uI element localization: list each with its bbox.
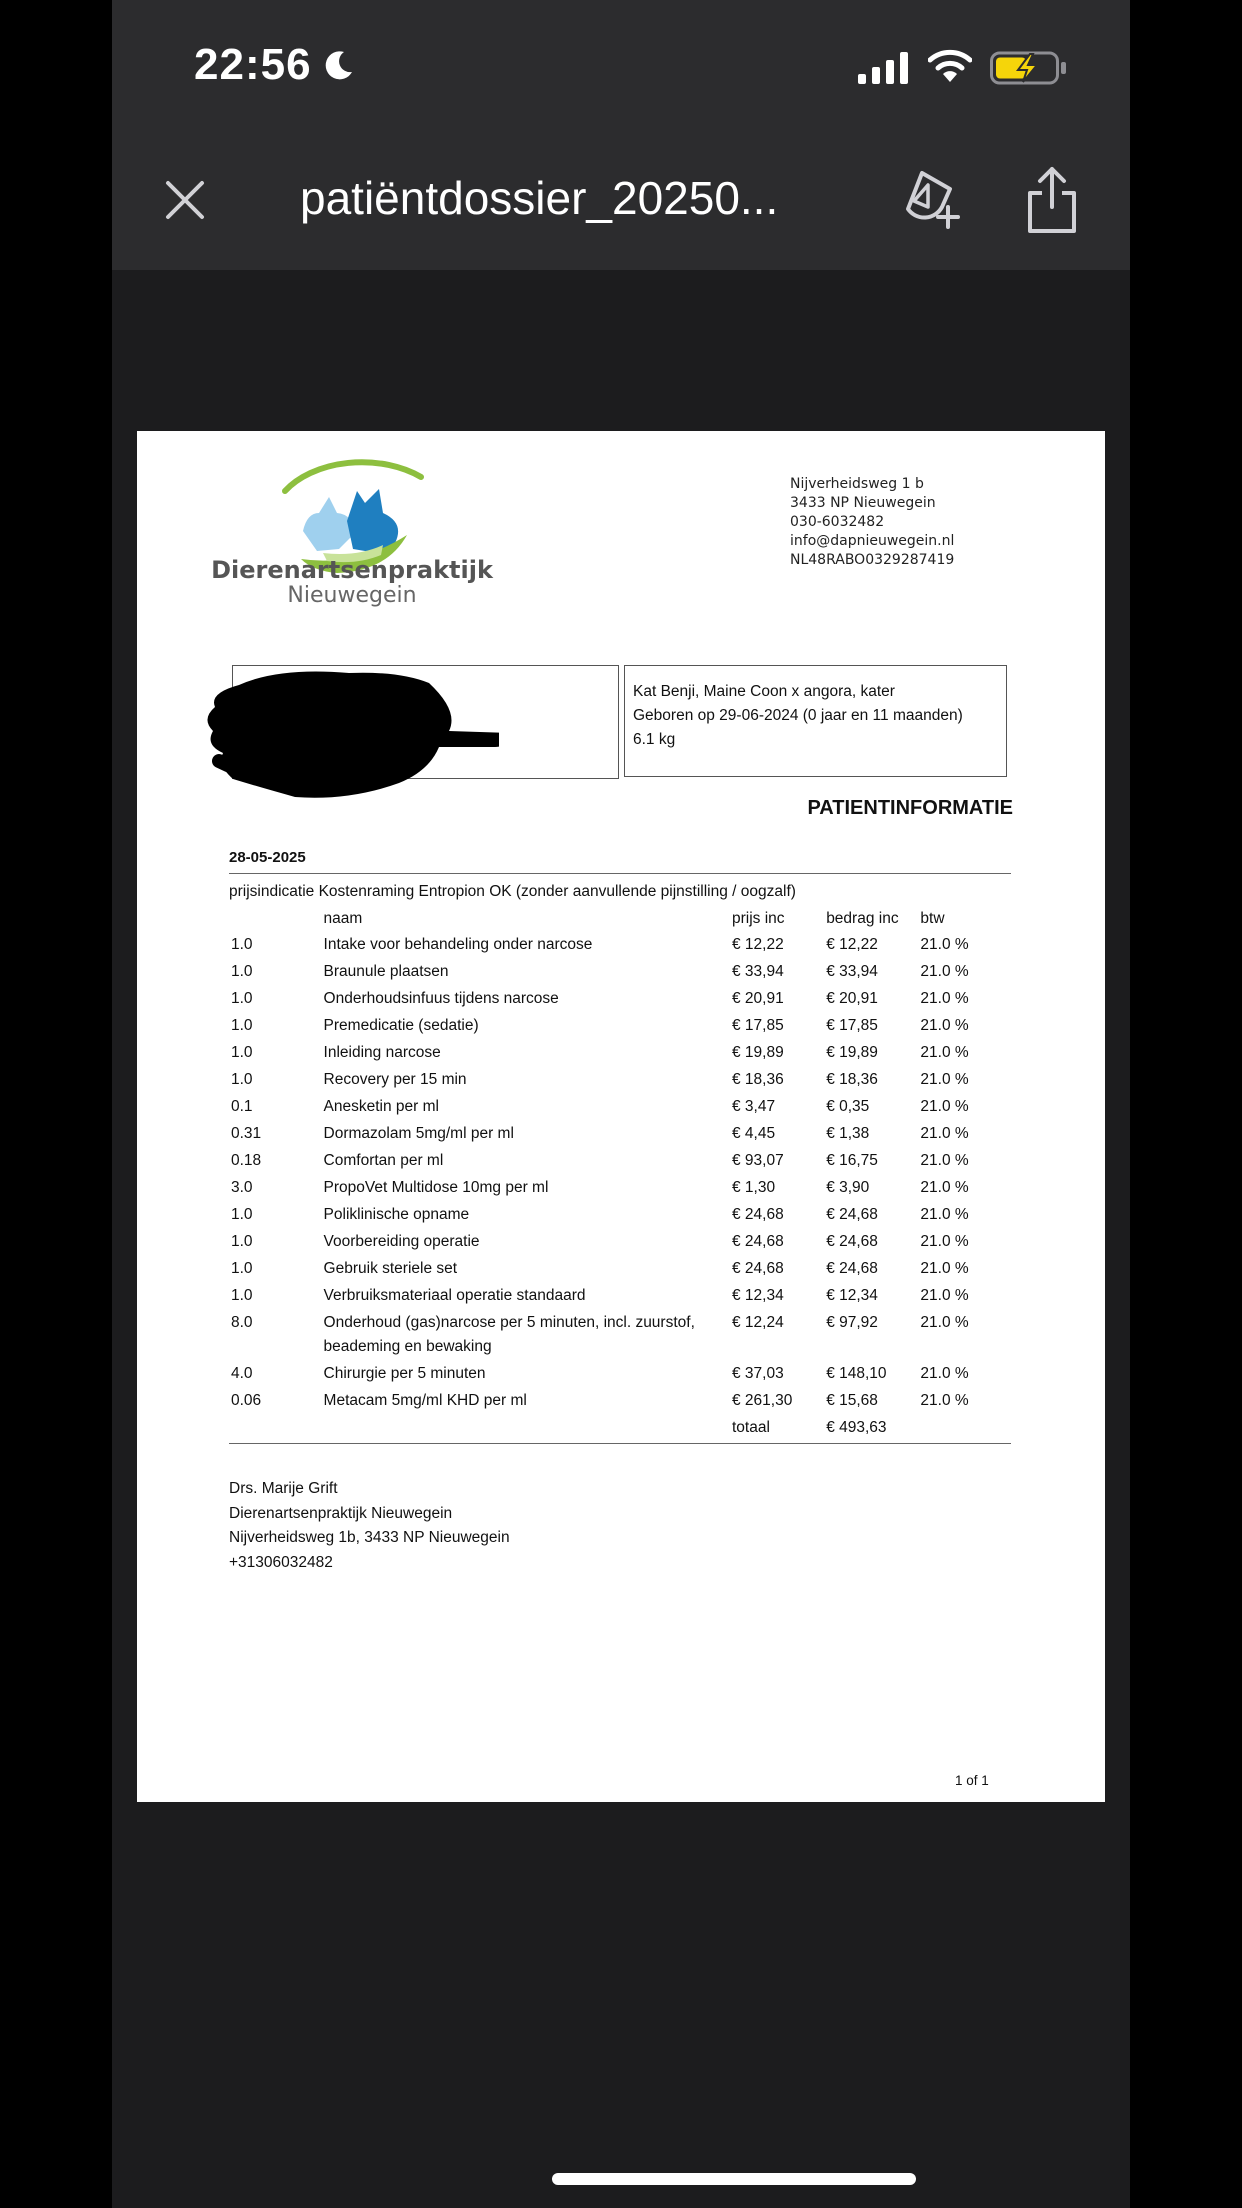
table-row <box>229 1311 1011 1362</box>
cell-vat: 21.0 % <box>920 963 969 980</box>
cell-vat: 21.0 % <box>920 1233 969 1250</box>
close-icon[interactable] <box>160 175 210 225</box>
redaction-scribble <box>199 661 499 803</box>
cell-vat: 21.0 % <box>920 1206 969 1223</box>
cost-estimate-table <box>229 907 1011 1443</box>
cell-quantity: 1.0 <box>231 1233 253 1250</box>
cell-unit-price: € 4,45 <box>731 1125 776 1142</box>
cell-unit-price: € 24,68 <box>731 1206 784 1223</box>
table-row <box>229 1149 1011 1176</box>
clinic-address <box>790 475 954 570</box>
cell-amount: € 15,68 <box>826 1392 878 1409</box>
cell-name: Verbruiksmateriaal operatie standaard <box>323 1287 586 1304</box>
cell-quantity: 1.0 <box>231 1287 253 1304</box>
cell-amount: € 24,68 <box>826 1233 878 1250</box>
cell-amount: € 1,38 <box>826 1125 870 1142</box>
cell-name: Poliklinische opname <box>323 1206 470 1223</box>
cell-name: Gebruik steriele set <box>323 1260 458 1277</box>
table-row <box>229 1122 1011 1149</box>
status-bar <box>112 0 1130 135</box>
patient-info-box <box>624 665 1007 777</box>
cell-amount: € 3,90 <box>826 1179 870 1196</box>
cell-amount: € 12,34 <box>826 1287 878 1304</box>
cell-name: Intake voor behandeling onder narcose <box>323 936 593 953</box>
cell-amount: € 16,75 <box>826 1152 878 1169</box>
viewer-toolbar <box>112 135 1130 270</box>
cell-quantity: 0.1 <box>231 1098 253 1115</box>
cell-quantity: 3.0 <box>231 1179 253 1196</box>
clinic-street: Nijverheidsweg 1b, 3433 NP Nieuwegein <box>229 1529 510 1546</box>
cell-name: Onderhoudsinfuus tijdens narcose <box>323 990 559 1007</box>
total-label: totaal <box>731 1419 770 1436</box>
table-row <box>229 1362 1011 1389</box>
section-title: PATIENTINFORMATIE <box>807 797 1013 819</box>
cell-quantity: 0.06 <box>231 1392 262 1409</box>
cell-vat: 21.0 % <box>920 1392 969 1409</box>
cell-amount: € 20,91 <box>826 990 878 1007</box>
cell-name: Metacam 5mg/ml KHD per ml <box>323 1392 527 1409</box>
clinic-phone: +31306032482 <box>229 1553 333 1571</box>
column-header-quantity <box>229 907 322 933</box>
address-phone: 030-6032482 <box>790 514 885 530</box>
cell-amount: € 24,68 <box>826 1206 878 1223</box>
cell-unit-price: € 17,85 <box>731 1017 784 1034</box>
patient-weight: 6.1 kg <box>633 731 676 748</box>
cell-name: Anesketin per ml <box>323 1098 439 1115</box>
cell-vat: 21.0 % <box>920 936 969 953</box>
document-title: patiëntdossier_20250... <box>300 172 779 224</box>
divider <box>229 873 1011 874</box>
cell-unit-price: € 19,89 <box>731 1044 784 1061</box>
home-indicator[interactable] <box>552 2173 916 2185</box>
cell-unit-price: € 24,68 <box>731 1233 784 1250</box>
table-row <box>229 1230 1011 1257</box>
cell-unit-price: € 24,68 <box>731 1260 784 1277</box>
cell-quantity: 1.0 <box>231 963 253 980</box>
divider <box>229 1443 1011 1444</box>
address-line: 3433 NP Nieuwegein <box>790 495 936 511</box>
cell-unit-price: € 18,36 <box>731 1071 784 1088</box>
cell-vat: 21.0 % <box>920 1287 969 1304</box>
table-row <box>229 1014 1011 1041</box>
cell-vat: 21.0 % <box>920 1017 969 1034</box>
clinic-name: Dierenartsenpraktijk Nieuwegein <box>229 1504 453 1522</box>
cell-amount: € 18,36 <box>826 1071 878 1088</box>
cell-name: Onderhoud (gas)narcose per 5 minuten, incl. zuurstof, beademing en bewaking <box>323 1314 695 1355</box>
cell-quantity: 1.0 <box>231 1044 253 1061</box>
cell-quantity: 1.0 <box>231 936 253 953</box>
address-iban: NL48RABO0329287419 <box>790 552 955 568</box>
address-email: info@dapnieuwegein.nl <box>790 533 955 549</box>
cell-amount: € 12,22 <box>826 936 878 953</box>
battery-charging-icon <box>990 50 1068 86</box>
cell-name: Voorbereiding operatie <box>323 1233 480 1250</box>
cell-vat: 21.0 % <box>920 1314 969 1331</box>
cell-vat: 21.0 % <box>920 1365 969 1382</box>
table-header-row <box>229 907 1011 933</box>
price-indication: prijsindicatie Kostenraming Entropion OK (zonder aanvullende pijnstilling / oogzalf) <box>229 883 796 900</box>
cell-unit-price: € 93,07 <box>731 1152 784 1169</box>
cell-quantity: 1.0 <box>231 1071 253 1088</box>
cell-unit-price: € 37,03 <box>731 1365 784 1382</box>
cell-vat: 21.0 % <box>920 1179 969 1196</box>
patient-description: Kat Benji, Maine Coon x angora, kater <box>633 683 895 700</box>
table-row <box>229 1068 1011 1095</box>
cell-unit-price: € 261,30 <box>731 1392 793 1409</box>
cell-quantity: 1.0 <box>231 1017 253 1034</box>
cell-quantity: 4.0 <box>231 1365 253 1382</box>
table-row <box>229 1284 1011 1311</box>
cell-unit-price: € 3,47 <box>731 1098 776 1115</box>
cell-vat: 21.0 % <box>920 1044 969 1061</box>
table-row <box>229 1176 1011 1203</box>
cell-quantity: 0.31 <box>231 1125 262 1142</box>
signature-block <box>229 1477 510 1575</box>
patient-birthdate: Geboren op 29-06-2024 (0 jaar en 11 maanden) <box>633 707 963 724</box>
cell-unit-price: € 1,30 <box>731 1179 776 1196</box>
cell-name: PropoVet Multidose 10mg per ml <box>323 1179 549 1196</box>
cell-amount: € 17,85 <box>826 1017 878 1034</box>
cell-vat: 21.0 % <box>920 990 969 1007</box>
clinic-logo-subtitle: Nieuwegein <box>287 583 417 608</box>
cell-name: Premedicatie (sedatie) <box>323 1017 479 1034</box>
total-value: € 493,63 <box>826 1419 887 1436</box>
cell-vat: 21.0 % <box>920 1260 969 1277</box>
cell-amount: € 24,68 <box>826 1260 878 1277</box>
table-row <box>229 987 1011 1014</box>
column-header-unit-price: prijs inc <box>731 910 785 927</box>
cell-name: Chirurgie per 5 minuten <box>323 1365 486 1382</box>
total-row <box>229 1416 1011 1443</box>
table-row <box>229 933 1011 960</box>
cell-vat: 21.0 % <box>920 1152 969 1169</box>
cell-name: Dormazolam 5mg/ml per ml <box>323 1125 514 1142</box>
cell-unit-price: € 12,24 <box>731 1314 784 1331</box>
cell-quantity: 1.0 <box>231 1206 253 1223</box>
cell-quantity: 1.0 <box>231 990 253 1007</box>
column-header-vat: btw <box>920 910 945 927</box>
vet-name: Drs. Marije Grift <box>229 1480 338 1497</box>
column-header-amount: bedrag inc <box>826 910 899 927</box>
cell-amount: € 0,35 <box>826 1098 870 1115</box>
moon-icon <box>322 48 356 82</box>
cell-vat: 21.0 % <box>920 1125 969 1142</box>
cell-unit-price: € 12,22 <box>731 936 784 953</box>
table-row <box>229 1041 1011 1068</box>
cell-vat: 21.0 % <box>920 1098 969 1115</box>
cell-unit-price: € 12,34 <box>731 1287 784 1304</box>
cell-name: Recovery per 15 min <box>323 1071 467 1088</box>
cell-unit-price: € 33,94 <box>731 963 784 980</box>
page-number: 1 of 1 <box>955 1773 989 1788</box>
cell-vat: 21.0 % <box>920 1071 969 1088</box>
cell-unit-price: € 20,91 <box>731 990 784 1007</box>
cell-amount: € 33,94 <box>826 963 878 980</box>
address-line: Nijverheidsweg 1 b <box>790 476 924 492</box>
cell-quantity: 0.18 <box>231 1152 262 1169</box>
cell-amount: € 97,92 <box>826 1314 878 1331</box>
table-row <box>229 1203 1011 1230</box>
clinic-logo-name: Dierenartsenpraktijk <box>211 556 493 584</box>
clock: 22:56 <box>194 40 312 89</box>
wifi-icon <box>928 48 972 84</box>
document-date: 28-05-2025 <box>229 849 306 866</box>
share-icon[interactable] <box>1024 165 1080 235</box>
cell-name: Braunule plaatsen <box>323 963 449 980</box>
cell-name: Comfortan per ml <box>323 1152 444 1169</box>
cell-quantity: 8.0 <box>231 1314 253 1331</box>
cell-quantity: 1.0 <box>231 1260 253 1277</box>
cellular-signal-icon <box>856 52 910 84</box>
markup-icon[interactable] <box>898 167 962 231</box>
table-row <box>229 1389 1011 1416</box>
table-row <box>229 1257 1011 1284</box>
pdf-page <box>137 431 1105 1802</box>
column-header-name: naam <box>323 910 363 927</box>
cell-amount: € 19,89 <box>826 1044 878 1061</box>
cell-name: Inleiding narcose <box>323 1044 441 1061</box>
table-row <box>229 960 1011 987</box>
cell-amount: € 148,10 <box>826 1365 887 1382</box>
table-row <box>229 1095 1011 1122</box>
